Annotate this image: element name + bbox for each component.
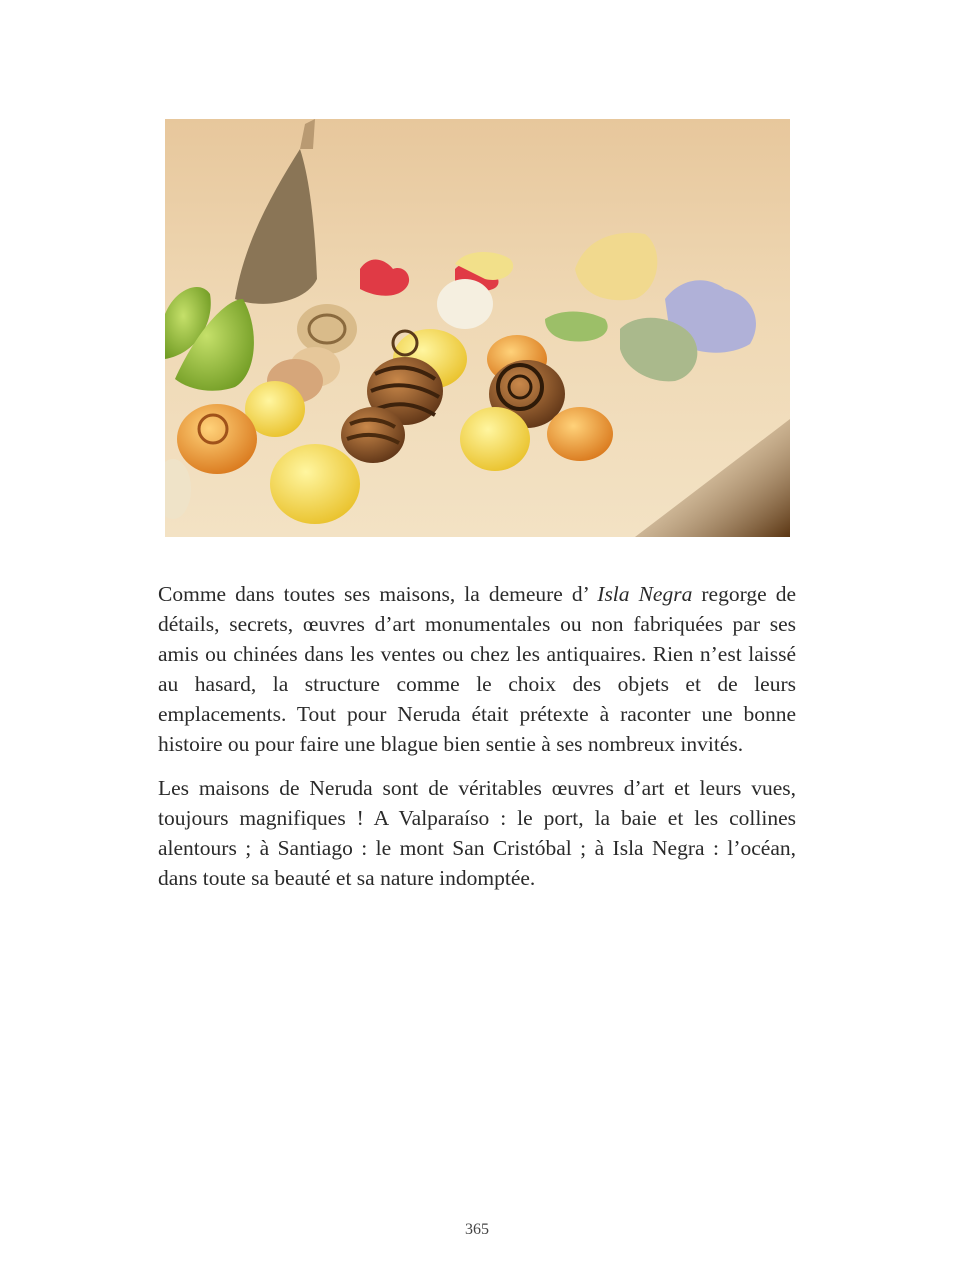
paragraph-1-emphasis: Isla Negra [597, 582, 693, 606]
paragraph-1-end: regorge de détails, secrets, œuvres d’art monumentales ou non fabriquées par ses amis ou chinées dans les ventes ou chez les antiquaires. Rien n’est laissé au hasard, la structure comme le choix des objets et de leurs emplacements. Tout pour Neruda était prétexte à raconter une bonne histoire ou pour faire une blague bien sentie à ses nombreux invités. [158, 582, 797, 756]
paragraph-1-start: Comme dans toutes ses maisons, la demeure d’ [158, 582, 598, 606]
paragraph-2: Les maisons de Neruda sont de véritables œuvres d’art et leurs vues, toujours magnifiques ! A Valparaíso : le port, la baie et les collines alentours ; à Santiago : le mont San Cristóbal ; à Isla Negra : l’océan, dans toute sa beauté et sa nature indomptée. [158, 776, 796, 890]
page-number: 365 [465, 1221, 489, 1238]
body-text [158, 579, 796, 907]
shell-collection-photo [165, 119, 790, 537]
paragraph-1 [158, 579, 796, 759]
